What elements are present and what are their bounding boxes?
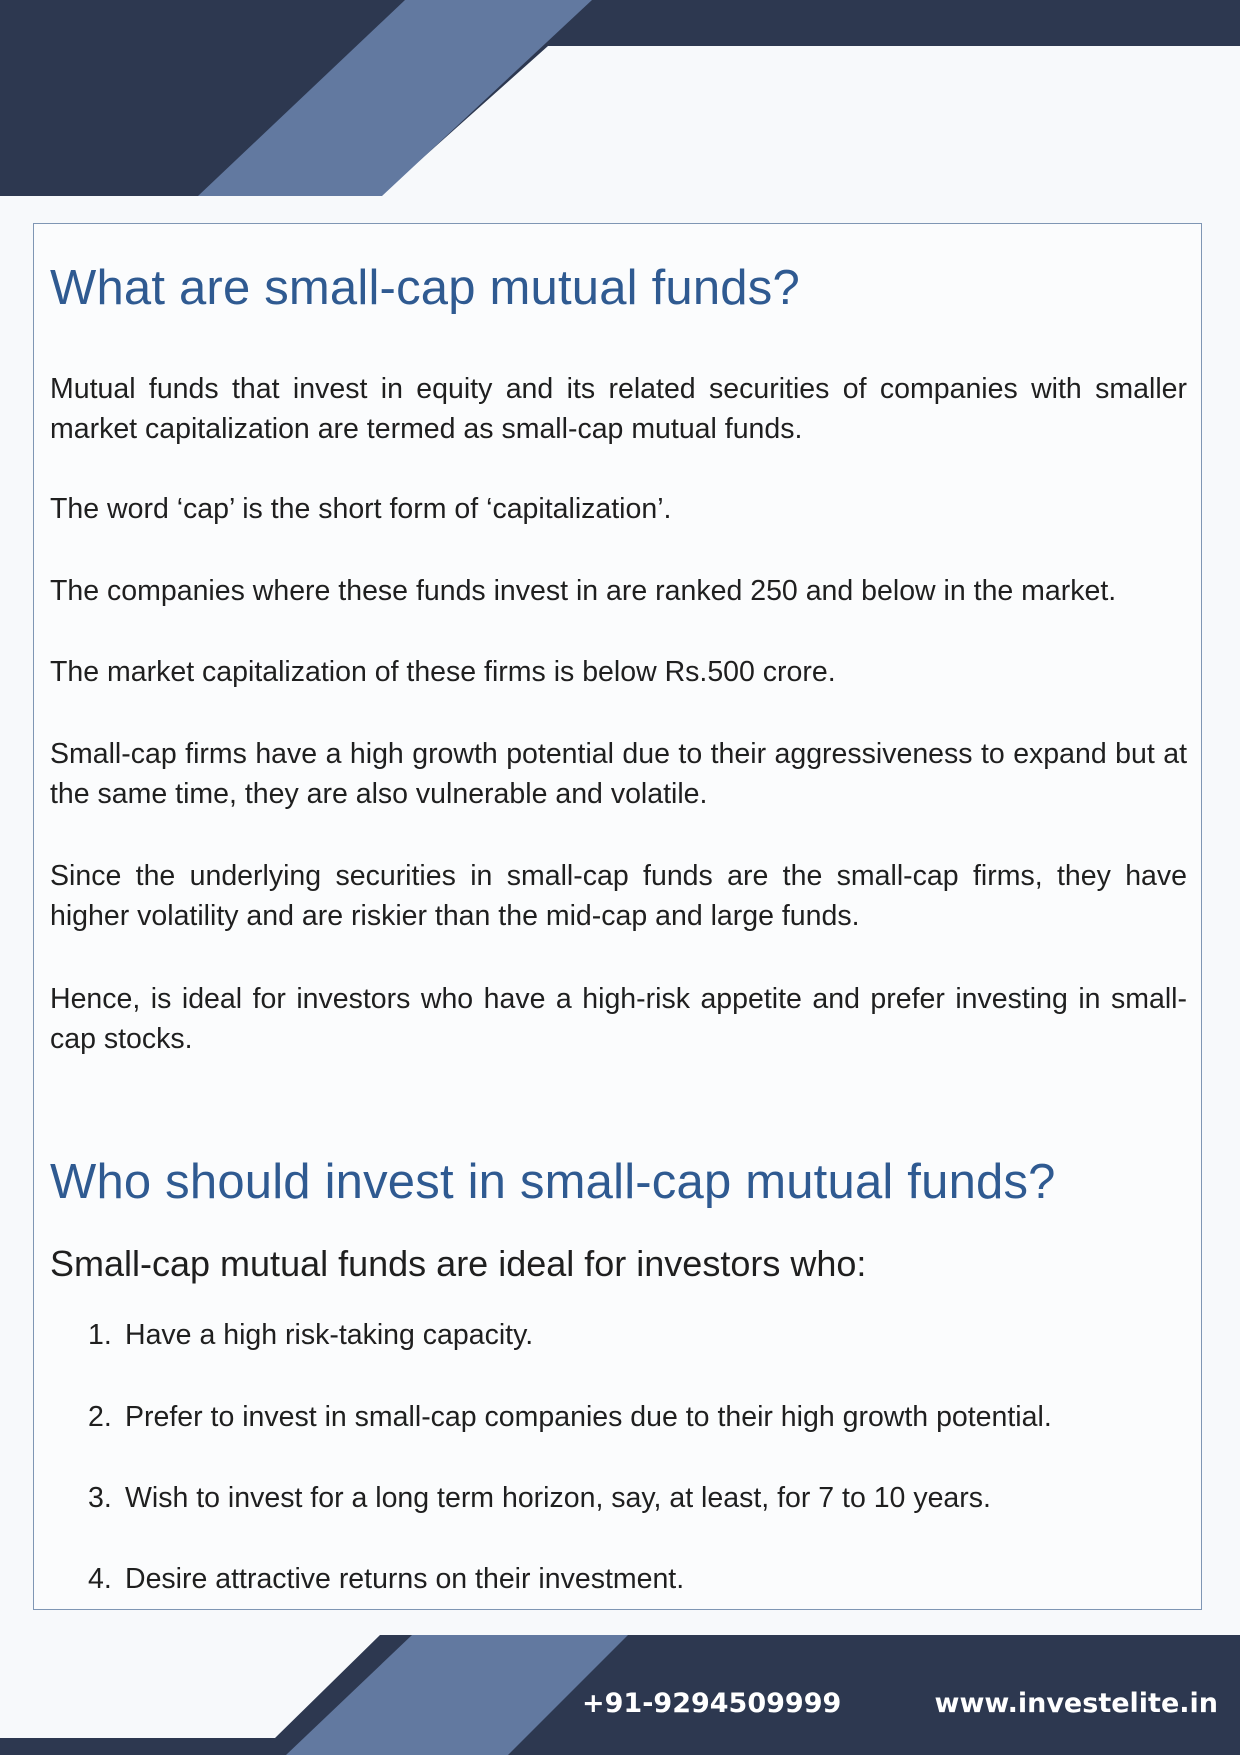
footer-website-link[interactable]: www.investelite.in	[934, 1688, 1218, 1719]
list-item	[88, 1397, 1052, 1437]
paragraph-definition: Mutual funds that invest in equity and its related securities of companies with smaller market capitalization are termed as small-cap mutual funds.	[50, 373, 1187, 445]
list-item-number: 2.	[88, 1401, 112, 1433]
section-heading-who: Who should invest in small-cap mutual funds?	[50, 1155, 1056, 1209]
list-item	[88, 1315, 533, 1355]
list-item-number: 3.	[88, 1482, 112, 1514]
paragraph-ideal-for: Hence, is ideal for investors who have a high-risk appetite and prefer investing in small-cap stocks.	[50, 983, 1187, 1055]
content-card	[33, 223, 1202, 1610]
list-item-text: Have a high risk-taking capacity.	[125, 1319, 534, 1351]
paragraph-volatility: Since the underlying securities in small-cap funds are the small-cap firms, they have higher volatility and are riskier than the mid-cap and large funds.	[50, 860, 1187, 932]
header-banner-graphic	[0, 0, 1240, 200]
paragraph-capitalization: The market capitalization of these firms is below Rs.500 crore.	[50, 656, 836, 688]
footer-phone[interactable]: +91-9294509999	[582, 1688, 842, 1719]
paragraph-ranking: The companies where these funds invest in are ranked 250 and below in the market.	[50, 575, 1117, 607]
list-item-text: Desire attractive returns on their investment.	[125, 1563, 685, 1595]
list-intro: Small-cap mutual funds are ideal for investors who:	[50, 1243, 867, 1284]
list-item-text: Wish to invest for a long term horizon, say, at least, for 7 to 10 years.	[125, 1482, 991, 1514]
section-heading-what: What are small-cap mutual funds?	[50, 261, 800, 315]
list-item	[88, 1478, 991, 1518]
list-item-number: 1.	[88, 1319, 112, 1351]
list-item-text: Prefer to invest in small-cap companies due to their high growth potential.	[125, 1401, 1052, 1433]
paragraph-cap-meaning: The word ‘cap’ is the short form of ‘capitalization’.	[50, 493, 672, 525]
paragraph-growth: Small-cap firms have a high growth potential due to their aggressiveness to expand but at the same time, they are also vulnerable and volatile.	[50, 738, 1187, 810]
list-item	[88, 1559, 684, 1599]
list-item-number: 4.	[88, 1563, 112, 1595]
